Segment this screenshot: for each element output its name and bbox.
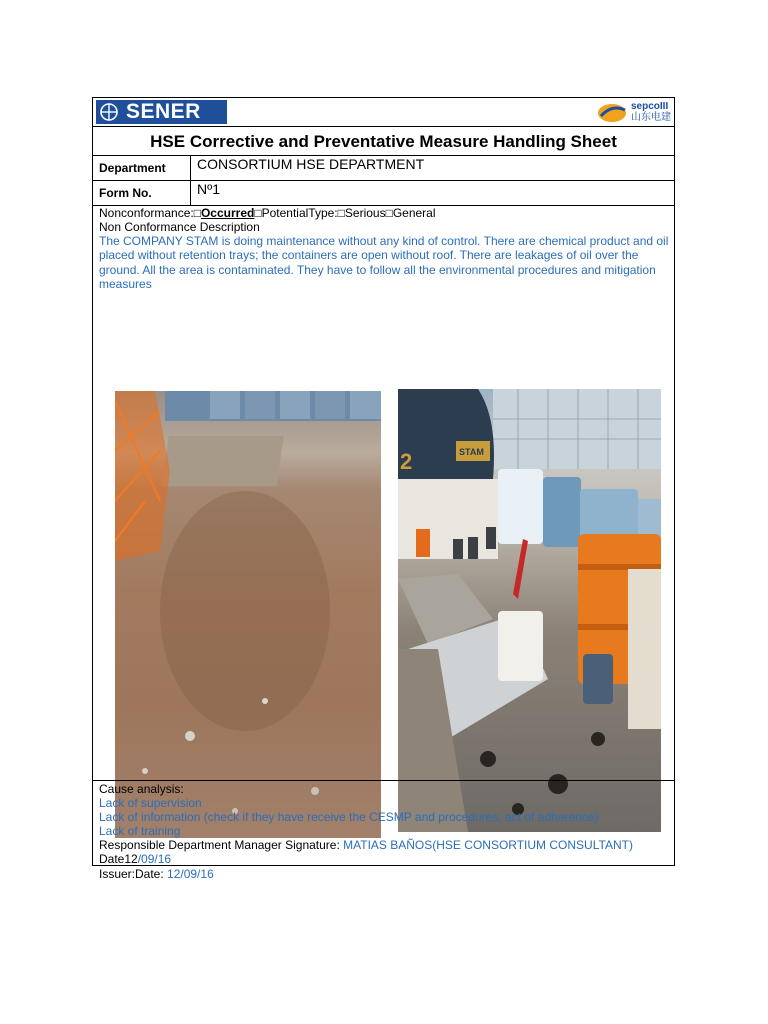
- nonconformance-line: [99, 206, 436, 220]
- checkbox-general[interactable]: □: [385, 206, 393, 220]
- form-number-row: [93, 181, 674, 206]
- oil-drums-photo: [398, 389, 661, 832]
- department-row: [93, 156, 674, 181]
- final-date-label: Date12: [99, 852, 138, 866]
- final-date-value: /09/16: [137, 852, 172, 866]
- sener-logo: [96, 100, 227, 124]
- department-label: Department: [93, 156, 191, 180]
- checkbox-occurred[interactable]: □: [193, 206, 201, 220]
- sener-emblem-icon: [96, 101, 122, 123]
- occurred-option: Occurred: [200, 206, 255, 220]
- checkbox-serious[interactable]: □: [337, 206, 345, 220]
- svg-text:STAM: STAM: [459, 447, 484, 457]
- description-title: Non Conformance Description: [99, 220, 260, 234]
- sepco-logo-cn-text: 山东电建: [631, 112, 671, 123]
- hse-form-sheet: [92, 97, 675, 881]
- page-title: HSE Corrective and Preventative Measure Handling Sheet: [150, 132, 617, 151]
- cause-item: Lack of information (check if they have receive the CESMP and procedures, act of adherence): [99, 810, 599, 824]
- sepco-emblem-icon: [597, 102, 629, 124]
- potential-type-label: PotentialType:: [261, 206, 338, 220]
- department-value: CONSORTIUM HSE DEPARTMENT: [197, 156, 425, 172]
- signature-value: MATIAS BAÑOS(HSE CONSORTIUM CONSULTANT): [343, 838, 633, 852]
- nonconformance-section: [93, 206, 674, 881]
- issuer-date-line: [99, 867, 214, 881]
- svg-text:2: 2: [400, 449, 413, 474]
- issuer-date-label: Issuer:Date:: [99, 867, 168, 881]
- title-row: [93, 127, 674, 156]
- checkbox-potential[interactable]: □: [254, 206, 262, 220]
- logo-row: [93, 98, 674, 127]
- cause-analysis-section: [93, 780, 674, 867]
- description-text: The COMPANY STAM is doing maintenance without any kind of control. There are chemical product and oil placed without retention trays; the containers are open without roof. There are leakages of oil over the ground. All the area is contaminated. They have to follow all the environmental procedures and mitigation measures: [99, 234, 669, 292]
- sepco-logo: [597, 101, 671, 124]
- signature-line: [99, 838, 633, 852]
- form-number-label: Form No.: [93, 181, 191, 205]
- sener-logo-text: SENER: [126, 100, 201, 123]
- general-option: General: [392, 206, 436, 220]
- signature-label: Responsible Department Manager Signature:: [99, 838, 344, 852]
- sepco-logo-text: sepcoIII: [631, 101, 669, 112]
- contaminated-ground-photo: [115, 391, 381, 838]
- nonconformance-label: Nonconformance:: [99, 206, 194, 220]
- final-date-line: [99, 852, 171, 866]
- serious-option: Serious: [344, 206, 386, 220]
- cause-item: Lack of supervision: [99, 796, 202, 810]
- cause-analysis-label: Cause analysis:: [99, 782, 184, 796]
- issuer-date-value: 12/09/16: [167, 867, 214, 881]
- cause-item: Lack of training: [99, 824, 181, 838]
- form-number-value: Nº1: [197, 181, 221, 197]
